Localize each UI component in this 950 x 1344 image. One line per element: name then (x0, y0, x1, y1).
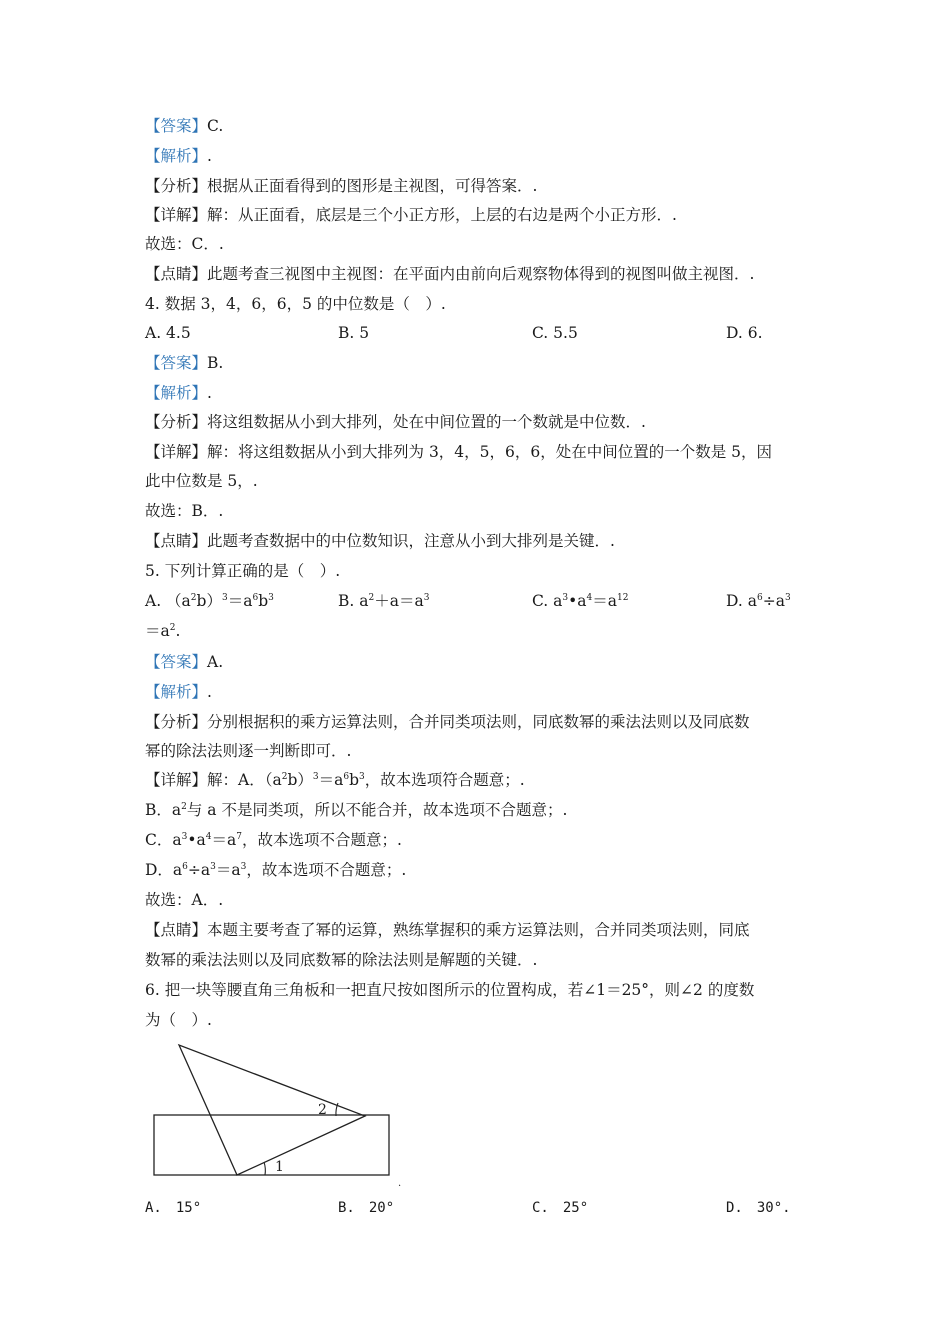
option-c: C. $a^3•a^4=a^{12}$ (532, 592, 629, 610)
question-4: 4. 数据 3，4，6，6，5 的中位数是（ ）. (145, 295, 446, 313)
option-b: B. 20° (338, 1200, 395, 1216)
dianjing-line: 【点睛】本题主要考查了幂的运算，熟练掌握积的乘方运算法则，合并同类项法则，同底 (145, 921, 750, 939)
dianjing-continued: 数幂的乘法法则以及同底数幂的除法法则是解题的关键．. (145, 951, 538, 969)
fenxi-line: 【分析】分别根据积的乘方运算法则，合并同类项法则，同底数幂的乘法法则以及同底数 (145, 713, 750, 731)
option-d: D. $a^6\div a^3$ (726, 592, 791, 610)
question-5-options (145, 589, 815, 613)
question-6: 6. 把一块等腰直角三角板和一把直尺按如图所示的位置构成，若∠1＝25°，则∠2 的度数 (145, 981, 755, 999)
ruler-rectangle (154, 1115, 389, 1175)
analysis-line: 【解析】. (145, 147, 212, 165)
answer-line: 【答案】B. (145, 354, 224, 372)
angle-2-label: 2 (318, 1102, 327, 1118)
xiangjie-line: 【详解】解：将这组数据从小到大排列为 3，4，5，6，6，处在中间位置的一个数是 5，因 (145, 443, 773, 461)
angle-1-label: 1 (275, 1159, 284, 1175)
xiangjie-continued: 此中位数是 5，. (145, 472, 258, 490)
answer-line: 【答案】C. (145, 117, 224, 135)
option-d: D. 6. (726, 324, 763, 342)
option-d: D. 30°. (726, 1200, 791, 1216)
option-a: A. $(a^2b)^3=a^6b^3$ (145, 592, 274, 610)
question-5: 5. 下列计算正确的是（ ）. (145, 562, 341, 580)
option-c: C. 25° (532, 1200, 589, 1216)
choice-line: 故选：A．. (145, 891, 224, 909)
option-a: A. 4.5 (145, 324, 191, 342)
analysis-line: 【解析】. (145, 683, 212, 701)
question-4-options (145, 321, 815, 345)
question-6-continued: 为（ ）. (145, 1011, 212, 1029)
choice-line: 故选：C．. (145, 235, 224, 253)
right-triangle (179, 1045, 365, 1175)
option-a: A. 15° (145, 1200, 202, 1216)
choice-line: 故选：B．. (145, 502, 224, 520)
fenxi-line: 【分析】将这组数据从小到大排列，处在中间位置的一个数就是中位数．. (145, 413, 646, 431)
detail-d: D．$a^6\div a^3=a^3$，故本选项不合题意；. (145, 861, 407, 879)
option-b: B. 5 (338, 324, 370, 342)
dianjing-line: 【点睛】此题考查三视图中主视图：在平面内由前向后观察物体得到的视图叫做主视图．. (145, 265, 755, 283)
fenxi-line: 【分析】根据从正面看得到的图形是主视图，可得答案．. (145, 177, 538, 195)
option-b: B. $a^2+a=a^3$ (338, 592, 430, 610)
triangle-ruler-figure (145, 1040, 415, 1190)
figure-dot: . (398, 1178, 402, 1189)
detail-b: B．$a^2$与 a 不是同类项，所以不能合并，故本选项不合题意；. (145, 801, 568, 819)
analysis-line: 【解析】. (145, 384, 212, 402)
option-c: C. 5.5 (532, 324, 578, 342)
angle-1-arc (264, 1162, 265, 1175)
xiangjie-line: 【详解】解：从正面看，底层是三个小正方形，上层的右边是两个小正方形．. (145, 206, 677, 224)
fenxi-continued: 幂的除法法则逐一判断即可．. (145, 742, 352, 760)
dianjing-line: 【点睛】此题考查数据中的中位数知识，注意从小到大排列是关键．. (145, 532, 615, 550)
answer-line: 【答案】A. (145, 653, 224, 671)
question-6-options (145, 1196, 815, 1220)
detail-c: C．$a^3•a^4=a^7$，故本选项不合题意；. (145, 831, 402, 849)
xiangjie-line: 【详解】解：A．$(a^2b)^3=a^6b^3$，故本选项符合题意；. (145, 771, 525, 789)
option-d-continued: $=a^2$. (145, 622, 181, 640)
